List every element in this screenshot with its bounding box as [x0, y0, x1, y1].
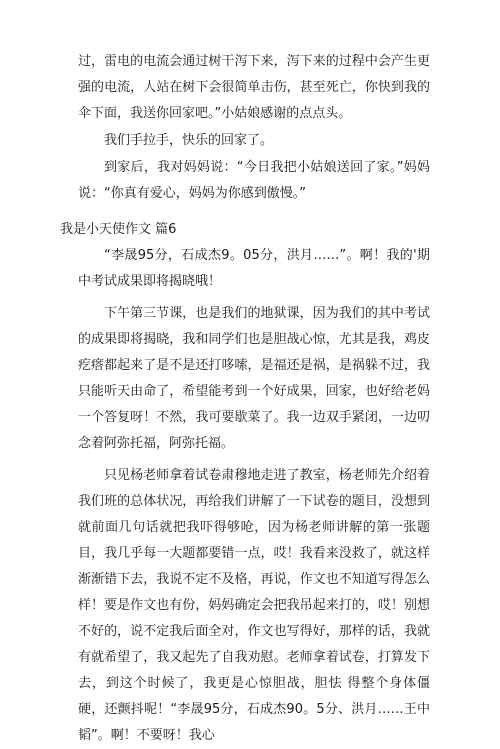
text-block-1	[78, 49, 430, 207]
paragraph-teacher: 只见杨老师拿着试卷肃穆地走进了教室，杨老师先介绍着我们班的总体状况，再给我们讲解了一下试卷的题目，没想到就前面几句话就把我吓得够呛，因为杨老师讲解的第一张题目，我几乎每一大题都要错一点，哎！我看来没救了，就这样渐渐错下去，我说不定不及格，再说，作文也不知道写得怎么样！要是作文也有份，妈妈确定会把我吊起来打的，哎！别想不好的，说不定我后面全对，作文也写得好，那样的话，我就有就希望了，我又起先了自我劝慰。老师拿着试卷，打算发下去，到这个时候了，我更是心惊胆战，胆怯 得整个身体僵硬，还颤抖呢！“李晟95分，石成杰90。5分、洪月……王中韬”。啊！不要呀！我心	[78, 468, 430, 743]
paragraph-scores-intro: “李晟95分，石成杰9。05分，洪月……”。啊！我的'期中考试成果即将揭晓哦！	[78, 248, 430, 289]
paragraph-hand-in-hand: 我们手拉手，快乐的回家了。	[104, 133, 274, 148]
section-heading-block	[60, 217, 440, 243]
paragraph-afternoon: 下午第三节课，也是我们的地狱课，因为我们的其中考试的成果即将揭晓，我和同学们也是胆战心惊，尤其是我，鸡皮疙瘩都起来了是不是还打哆嗦，是福还是祸，是祸躲不过，我只能听天由命了，希望能考到一个好成果，回家，也好给老妈一个答复呀！不然，我可要歇菜了。我一边双手紧闭，一边叨念着阿弥托福，阿弥托福。	[78, 306, 430, 451]
paragraph-continued: 过，雷电的电流会通过树干泻下来，泻下来的过程中会产生更强的电流，人站在树下会很简单击伤，甚至死亡，你快到我的伞下面，我送你回家吧。”小姑娘感谢的点点头。	[78, 54, 430, 121]
section-heading: 我是小天使作文 篇6	[60, 222, 177, 237]
text-block-2	[78, 243, 430, 749]
paragraph-home: 到家后，我对妈妈说：“今日我把小姑娘送回了家。”妈妈说：“你真有爱心，妈妈为你感到傲慢。”	[78, 160, 430, 201]
